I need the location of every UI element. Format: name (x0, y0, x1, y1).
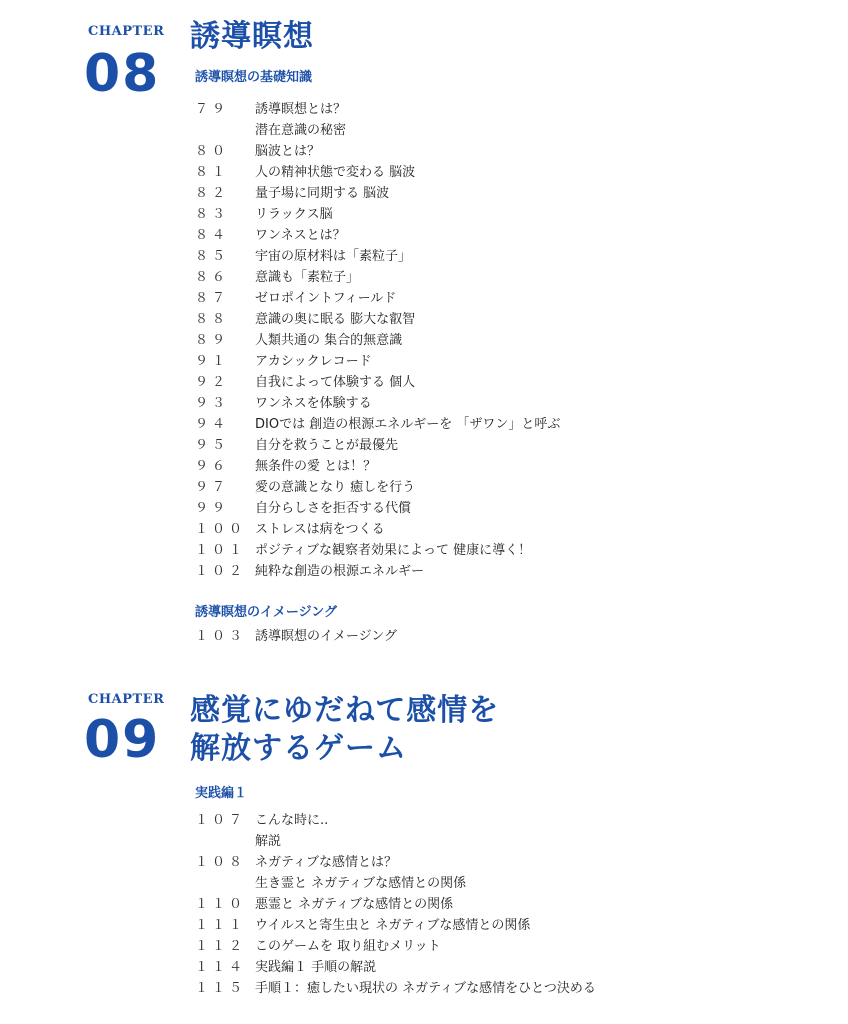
entry-title: 無条件の愛 とは！？ (255, 459, 377, 474)
toc-entry (195, 561, 560, 582)
entry-title: ポジティブな観察者効果によって 健康に導く！ (255, 543, 532, 558)
page-number: ９５ (195, 438, 230, 453)
entry-title: リラックス脳 (255, 207, 333, 222)
page-number: １０１ (195, 543, 247, 558)
toc-entry (195, 810, 596, 831)
entry-title: このゲームを 取り組むメリット (255, 939, 441, 954)
page-number: ９１ (195, 354, 230, 369)
entry-title: ネガティブな感情とは？ (255, 855, 397, 870)
chapter-09-title-line2: 解放するゲーム (190, 731, 407, 766)
page-number: ９９ (195, 501, 230, 516)
page-number: １１４ (195, 960, 247, 975)
page-number: ７９ (195, 102, 230, 117)
toc-entry (195, 852, 596, 873)
entry-title: こんな時に.. (255, 813, 329, 828)
entry-title: ゼロポイントフィールド (255, 291, 397, 306)
chapter-08-label: CHAPTER (88, 24, 165, 39)
entry-title: 手順１：癒したい現状の ネガティブな感情をひとつ決める (255, 981, 596, 996)
toc-entry (195, 626, 397, 647)
toc-entry (195, 456, 560, 477)
entry-title: 人類共通の 集合的無意識 (255, 333, 403, 348)
entry-title: 実践編１ 手順の解説 (255, 960, 377, 975)
toc-entry (195, 309, 560, 330)
page-number: １００ (195, 522, 247, 537)
entry-title: ストレスは病をつくる (255, 522, 385, 537)
entry-title: 愛の意識となり 癒しを行う (255, 480, 416, 495)
page-number: １１５ (195, 981, 247, 996)
toc-entry (195, 204, 560, 225)
toc-entry (195, 225, 560, 246)
toc-entry (195, 267, 560, 288)
chapter-08-number: 08 (84, 44, 161, 104)
page-number: ８８ (195, 312, 230, 327)
entry-title: 量子場に同期する 脳波 (255, 186, 390, 201)
toc-entry (195, 330, 560, 351)
chapter-09-number: 09 (84, 710, 161, 770)
page-number: １１１ (195, 918, 247, 933)
toc-list (195, 99, 560, 582)
toc-entry (195, 540, 560, 561)
toc-entry (195, 120, 560, 141)
toc-entry (195, 477, 560, 498)
page-number: ９６ (195, 459, 230, 474)
toc-entry (195, 141, 560, 162)
toc-list (195, 626, 397, 647)
page-number: １０８ (195, 855, 247, 870)
entry-title: 意識も「素粒子」 (255, 270, 360, 285)
page-number: １１０ (195, 897, 247, 912)
entry-title: ワンネスを体験する (255, 396, 372, 411)
entry-title: 解説 (255, 834, 282, 849)
section-heading: 誘導瞑想のイメージング (195, 605, 338, 620)
toc-entry (195, 519, 560, 540)
page-number: ８０ (195, 144, 230, 159)
page-number: ９７ (195, 480, 230, 495)
entry-title: 宇宙の原材料は「素粒子」 (255, 249, 412, 264)
toc-entry (195, 873, 596, 894)
entry-title: ワンネスとは？ (255, 228, 346, 243)
page-number: １０７ (195, 813, 247, 828)
page-number: １０３ (195, 629, 247, 644)
chapter-08-title: 誘導瞑想 (190, 19, 314, 54)
page-number: １０２ (195, 564, 247, 579)
toc-entry (195, 435, 560, 456)
entry-title: 生き霊と ネガティブな感情との関係 (255, 876, 467, 891)
entry-title: 誘導瞑想のイメージング (255, 629, 398, 644)
entry-title: DIOでは 創造の根源エネルギーを 「ザワン」と呼ぶ (255, 417, 561, 432)
section-heading: 誘導瞑想の基礎知識 (195, 70, 313, 85)
toc-entry (195, 978, 596, 999)
page-number: ８４ (195, 228, 230, 243)
section-heading: 実践編１ (195, 786, 248, 801)
chapter-09-title (190, 692, 499, 768)
toc-list (195, 810, 596, 999)
toc-entry (195, 162, 560, 183)
page-number: ８１ (195, 165, 230, 180)
entry-title: 意識の奥に眠る 膨大な叡智 (255, 312, 416, 327)
chapter-09-title-line1: 感覚にゆだねて感情を (190, 693, 500, 728)
entry-title: 純粋な創造の根源エネルギー (255, 564, 425, 579)
entry-title: 潜在意識の秘密 (255, 123, 347, 138)
toc-entry (195, 183, 560, 204)
chapter-09-label: CHAPTER (88, 692, 165, 707)
page-number: ９３ (195, 396, 230, 411)
page-number: １１２ (195, 939, 247, 954)
page-number: ８３ (195, 207, 230, 222)
toc-entry (195, 99, 560, 120)
toc-entry (195, 915, 596, 936)
entry-title: 人の精神状態で変わる 脳波 (255, 165, 416, 180)
page-number: ８６ (195, 270, 230, 285)
entry-title: 悪霊と ネガティブな感情との関係 (255, 897, 454, 912)
toc-entry (195, 414, 560, 435)
entry-title: 自分らしさを拒否する代償 (255, 501, 412, 516)
toc-entry (195, 393, 560, 414)
toc-entry (195, 894, 596, 915)
toc-entry (195, 372, 560, 393)
entry-title: 誘導瞑想とは？ (255, 102, 347, 117)
page-number: ８２ (195, 186, 230, 201)
toc-entry (195, 246, 560, 267)
entry-title: 自分を救うことが最優先 (255, 438, 399, 453)
page-number: ８９ (195, 333, 230, 348)
page-number: ８５ (195, 249, 230, 264)
toc-entry (195, 288, 560, 309)
page-number: ９２ (195, 375, 230, 390)
entry-title: ウイルスと寄生虫と ネガティブな感情との関係 (255, 918, 531, 933)
toc-entry (195, 351, 560, 372)
page-number: ９４ (195, 417, 230, 432)
entry-title: 脳波とは？ (255, 144, 321, 159)
entry-title: 自我によって体験する 個人 (255, 375, 416, 390)
toc-entry (195, 498, 560, 519)
toc-entry (195, 831, 596, 852)
toc-entry (195, 936, 596, 957)
page-number: ８７ (195, 291, 230, 306)
toc-entry (195, 957, 596, 978)
entry-title: アカシックレコード (255, 354, 372, 369)
